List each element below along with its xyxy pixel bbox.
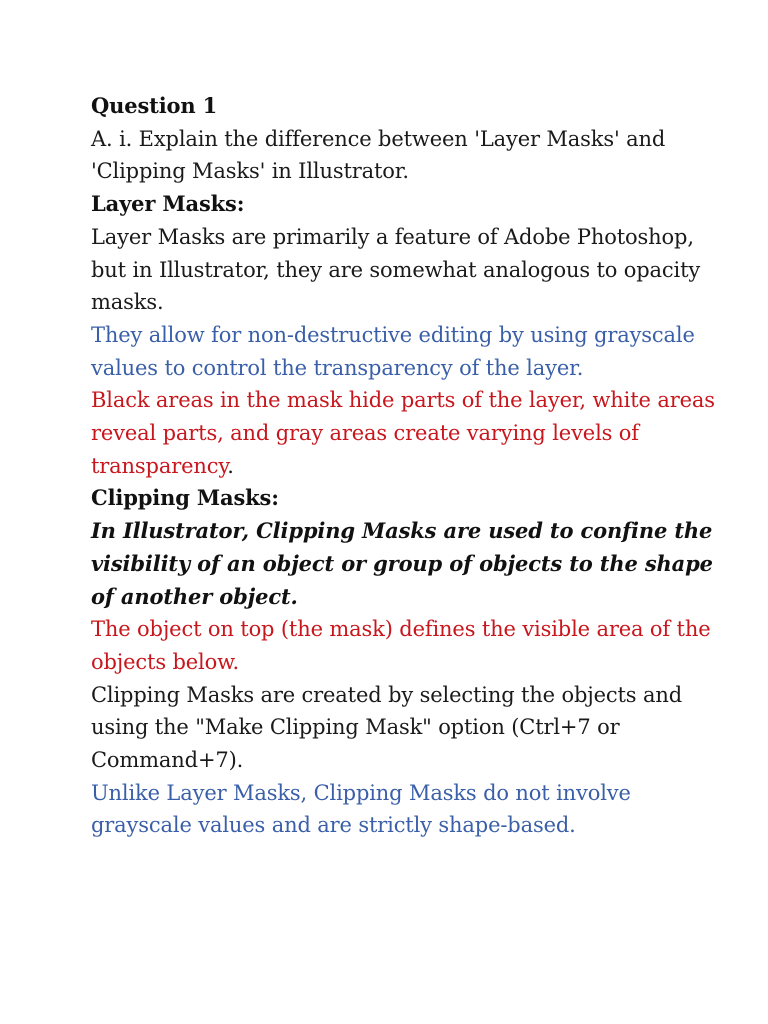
layer-masks-paragraph-1: Layer Masks are primarily a feature of Adobe Photoshop, but in Illustrator, they are somewhat analogous to opacity masks. (91, 224, 701, 315)
clipping-masks-paragraph-1: In Illustrator, Clipping Masks are used to confine the visibility of an object or group of objects to the shape of another object. (91, 518, 713, 609)
clipping-masks-heading: Clipping Masks: (91, 485, 279, 511)
question-text: A. i. Explain the difference between 'Layer Masks' and 'Clipping Masks' in Illustrator. (91, 126, 666, 184)
layer-masks-paragraph-3 (91, 384, 731, 482)
document-page (91, 90, 731, 842)
layer-masks-heading: Layer Masks: (91, 191, 245, 217)
clipping-masks-paragraph-3: Clipping Masks are created by selecting the objects and using the "Make Clipping Mask" option (Ctrl+7 or Command+7). (91, 682, 682, 773)
layer-masks-paragraph-2: They allow for non-destructive editing by using grayscale values to control the transparency of the layer. (91, 322, 695, 380)
layer-masks-paragraph-3-red: Black areas in the mask hide parts of the layer, white areas reveal parts, and gray areas create varying levels of transparency (91, 388, 715, 478)
question-title: Question 1 (91, 93, 218, 118)
layer-masks-paragraph-3-end: . (227, 453, 234, 478)
clipping-masks-paragraph-2: The object on top (the mask) defines the visible area of the objects below. (91, 617, 711, 674)
clipping-masks-paragraph-4: Unlike Layer Masks, Clipping Masks do not involve grayscale values and are strictly shape-based. (91, 780, 631, 838)
